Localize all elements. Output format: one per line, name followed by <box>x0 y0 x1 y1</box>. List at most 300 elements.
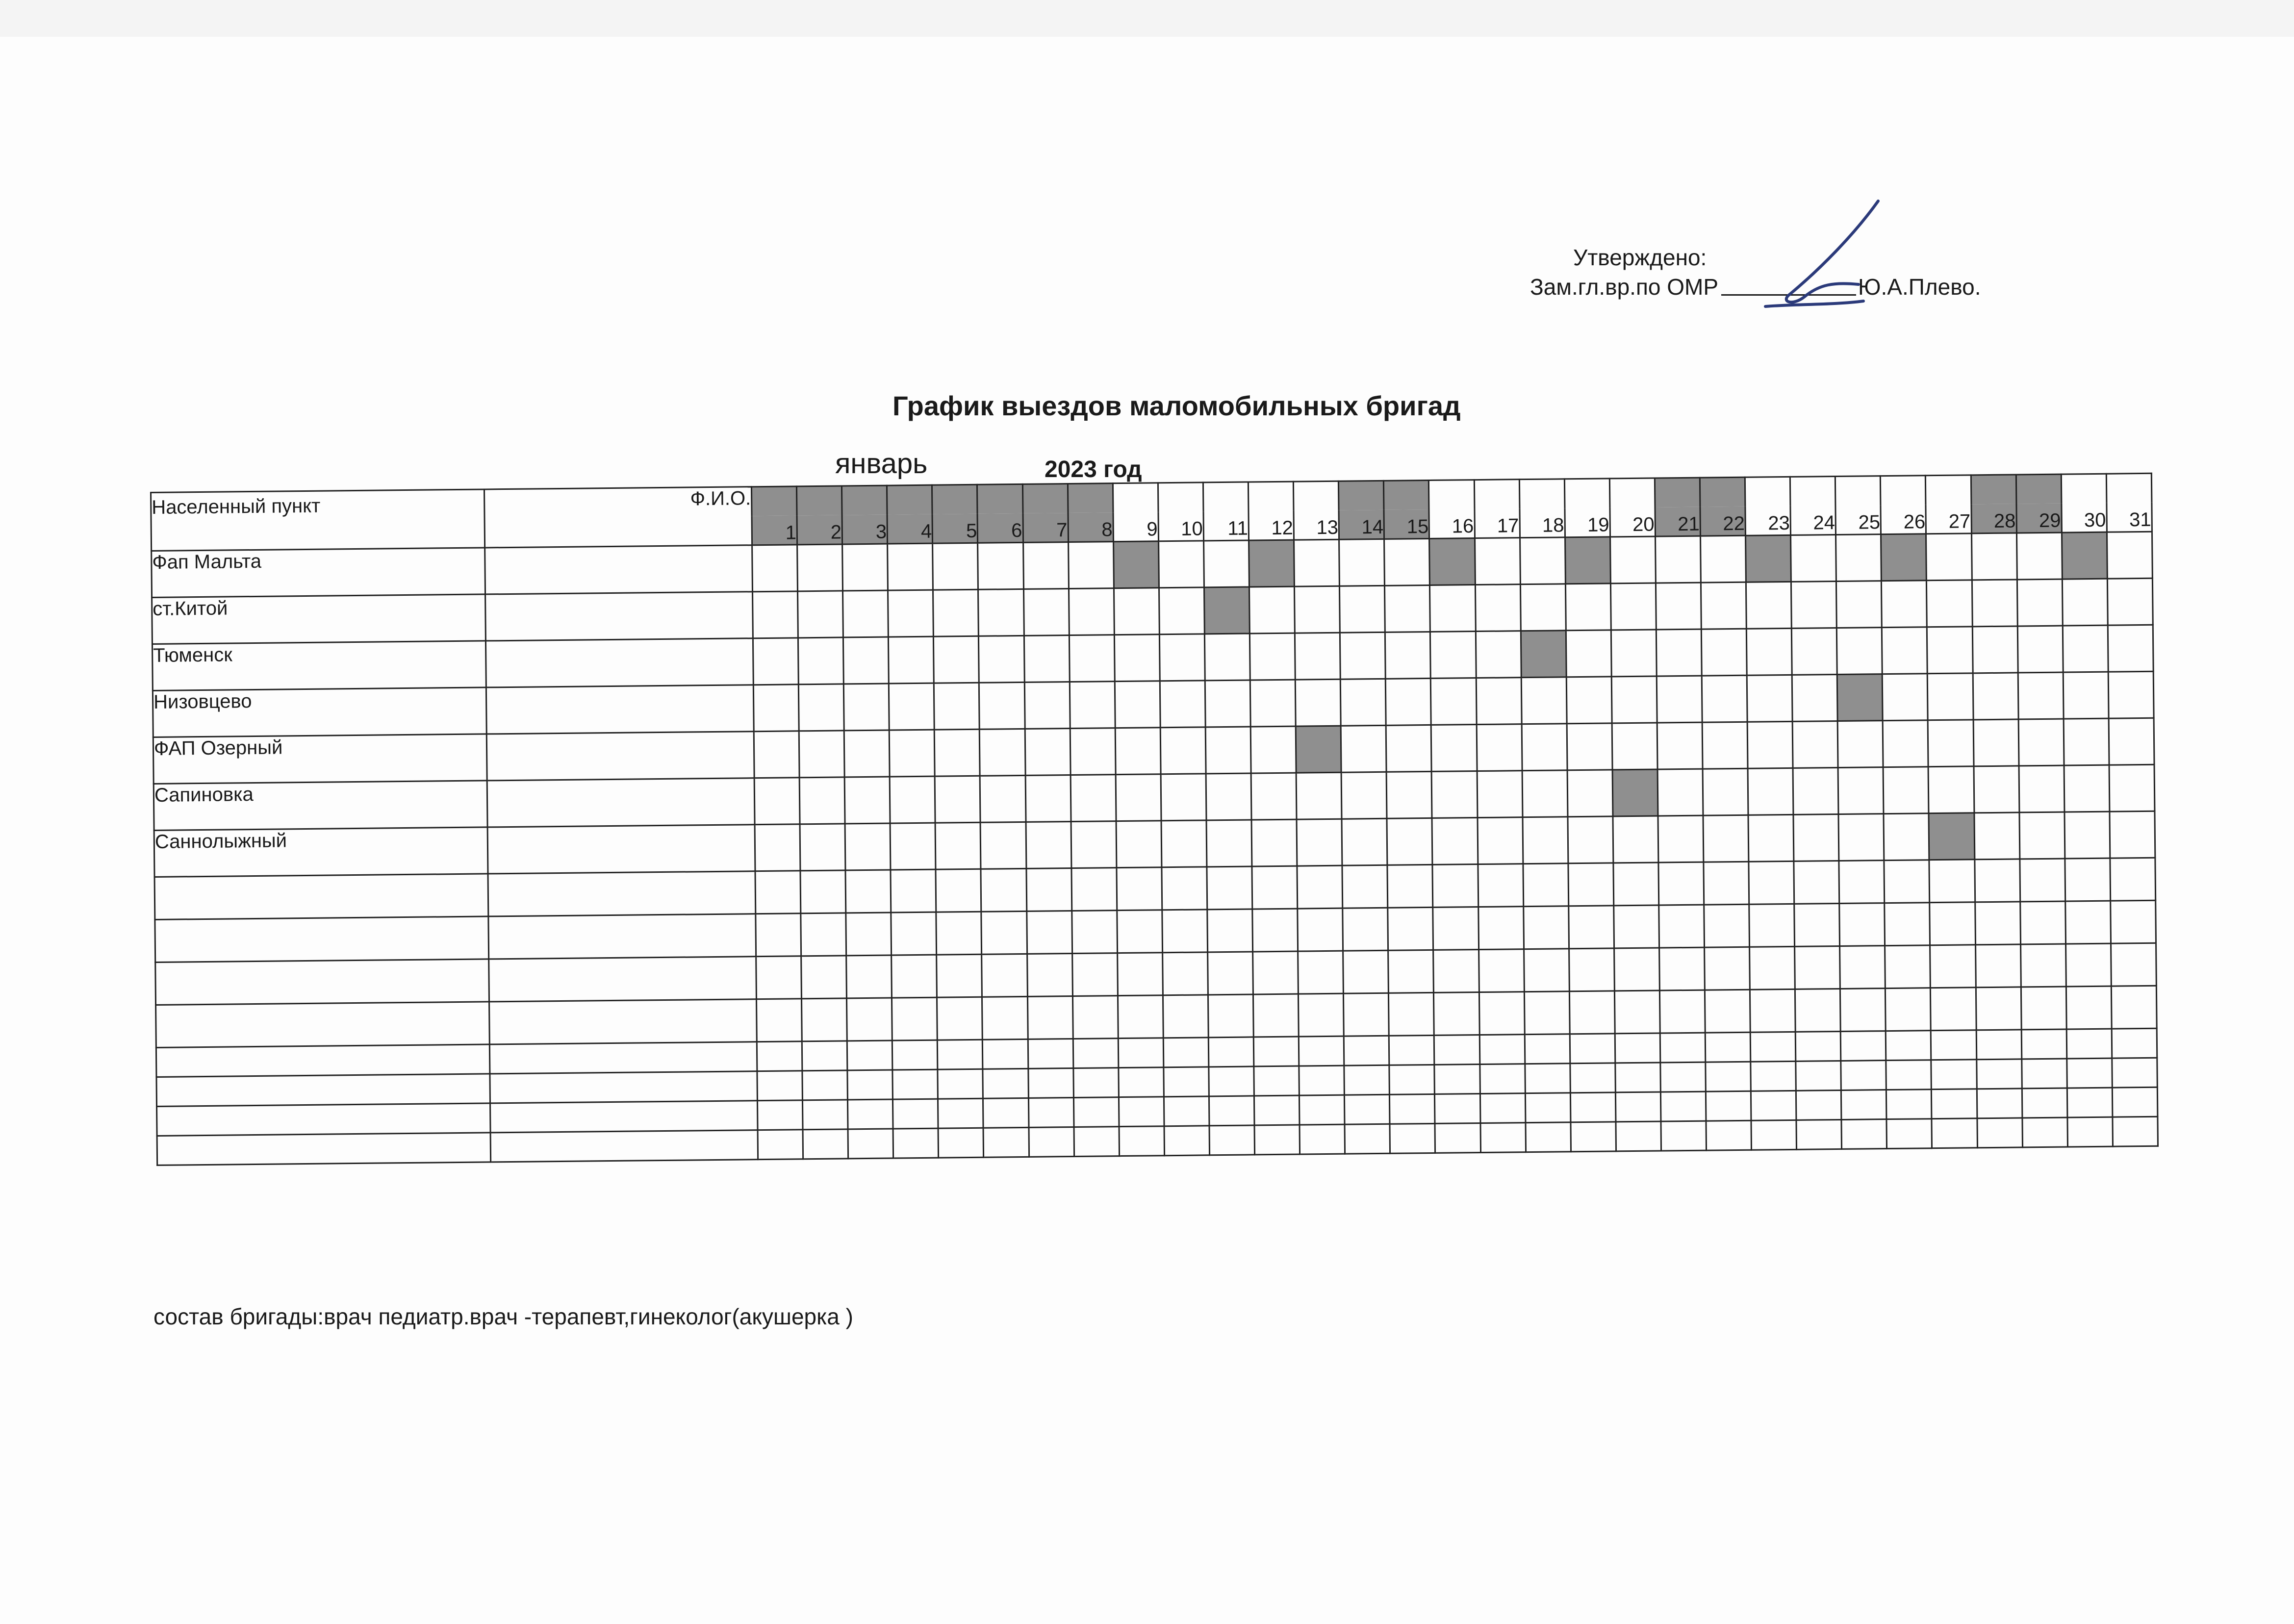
day-cell <box>1974 812 2019 860</box>
day-cell <box>753 591 798 638</box>
day-header-top-15 <box>1384 480 1429 509</box>
day-cell <box>1345 1124 1390 1154</box>
day-cell <box>983 1098 1029 1128</box>
day-cell <box>1161 820 1207 867</box>
day-cell <box>1208 994 1253 1038</box>
day-number: 22 <box>1700 507 1746 536</box>
day-cell <box>2065 943 2111 987</box>
day-cell <box>1522 770 1568 817</box>
day-cell <box>2020 901 2065 944</box>
day-cell <box>1568 863 1614 906</box>
day-cell <box>1340 632 1386 679</box>
day-cell <box>2110 811 2155 858</box>
visit-day-cell <box>1881 534 1927 581</box>
day-cell <box>845 823 891 870</box>
empty-place-cell <box>155 916 489 963</box>
day-header-top-17 <box>1474 480 1520 509</box>
day-number: 23 <box>1745 506 1791 535</box>
day-cell <box>1114 588 1159 635</box>
day-cell <box>1340 679 1386 726</box>
day-cell <box>1567 770 1613 817</box>
day-cell <box>798 637 844 685</box>
day-cell <box>1386 771 1432 818</box>
day-cell <box>1702 722 1748 769</box>
header-spacer-fio <box>484 516 752 548</box>
day-cell <box>1435 1094 1480 1124</box>
day-cell <box>1431 678 1477 725</box>
day-cell <box>757 1100 803 1130</box>
day-cell <box>1611 676 1657 723</box>
day-header-top-28 <box>1971 475 2016 504</box>
day-cell <box>1161 774 1206 821</box>
day-cell <box>890 776 935 823</box>
day-cell <box>1206 820 1252 867</box>
day-cell <box>758 1130 803 1160</box>
day-cell <box>1297 865 1343 909</box>
day-cell <box>754 731 799 778</box>
day-cell <box>1295 633 1340 680</box>
day-header-top-12 <box>1248 482 1294 511</box>
day-cell <box>938 1128 984 1158</box>
day-cell <box>2113 1116 2158 1146</box>
day-cell <box>1208 1037 1254 1067</box>
day-cell <box>1706 1062 1751 1091</box>
fio-cell <box>487 825 755 874</box>
day-cell <box>1434 992 1479 1036</box>
day-cell <box>1477 771 1523 818</box>
day-cell <box>1703 815 1749 862</box>
day-number: 25 <box>1835 505 1881 534</box>
day-cell <box>1615 1033 1660 1063</box>
day-header-top-4 <box>887 485 933 514</box>
day-cell <box>2109 764 2155 812</box>
day-number: 24 <box>1790 506 1836 535</box>
day-cell <box>756 914 801 957</box>
day-cell <box>1569 948 1614 991</box>
day-cell <box>1386 725 1432 772</box>
day-cell <box>1751 1091 1796 1120</box>
day-cell <box>1791 535 1836 582</box>
day-cell <box>1478 907 1524 950</box>
day-cell <box>1069 588 1114 635</box>
day-cell <box>1163 995 1208 1038</box>
day-cell <box>2018 719 2064 766</box>
day-cell <box>1658 815 1704 863</box>
visit-day-cell <box>1565 537 1610 584</box>
day-cell <box>1294 539 1340 586</box>
day-cell <box>1616 1121 1661 1151</box>
day-cell <box>893 1128 939 1158</box>
day-cell <box>1838 814 1884 861</box>
day-cell <box>1660 1062 1706 1092</box>
day-cell <box>1884 860 1930 903</box>
day-cell <box>1389 1065 1435 1094</box>
day-cell <box>1117 867 1162 911</box>
day-cell <box>1389 1035 1435 1065</box>
day-cell <box>1480 1093 1526 1123</box>
day-cell <box>2067 1117 2113 1147</box>
day-cell <box>752 545 798 592</box>
day-cell <box>1478 817 1523 864</box>
day-cell <box>1479 992 1525 1035</box>
day-cell <box>1702 675 1747 722</box>
day-cell <box>799 731 844 778</box>
day-cell <box>1750 946 1795 990</box>
visit-day-cell <box>1929 813 1974 860</box>
day-cell <box>1524 991 1570 1035</box>
day-cell <box>892 1069 938 1099</box>
day-cell <box>1477 724 1522 771</box>
month-label: январь <box>835 448 928 480</box>
day-cell <box>1886 1119 1932 1149</box>
day-cell <box>2066 986 2112 1029</box>
day-cell <box>1116 821 1162 868</box>
fio-cell <box>487 778 755 827</box>
day-cell <box>983 1039 1028 1069</box>
day-number: 17 <box>1474 508 1520 538</box>
day-cell <box>2108 671 2154 718</box>
day-cell <box>1069 635 1115 682</box>
day-number: 31 <box>2107 503 2152 532</box>
day-cell <box>1023 589 1069 636</box>
day-header-top-9 <box>1113 483 1158 512</box>
day-cell <box>1570 1034 1615 1064</box>
day-cell <box>1253 951 1299 994</box>
day-cell <box>1658 862 1704 905</box>
place-name: Низовцево <box>153 687 486 737</box>
day-cell <box>1027 953 1072 996</box>
day-cell <box>1525 1093 1571 1123</box>
day-cell <box>1884 813 1929 861</box>
day-cell <box>2019 765 2065 812</box>
visit-day-cell <box>1837 674 1883 721</box>
day-cell <box>1703 768 1748 815</box>
day-cell <box>2064 718 2109 765</box>
day-cell <box>1117 910 1163 953</box>
day-cell <box>1930 902 1975 945</box>
day-cell <box>1886 1031 1932 1061</box>
day-number: 4 <box>887 514 933 544</box>
day-cell <box>1434 1035 1480 1065</box>
day-cell <box>1659 905 1705 948</box>
day-cell <box>1025 729 1071 776</box>
day-cell <box>1385 632 1431 679</box>
day-number: 29 <box>2016 504 2062 533</box>
day-cell <box>1073 1039 1119 1068</box>
day-header-top-25 <box>1835 476 1881 506</box>
day-cell <box>1974 859 2020 902</box>
day-cell <box>1073 1068 1119 1098</box>
fio-cell <box>485 545 753 594</box>
day-cell <box>1476 631 1521 678</box>
day-header-top-11 <box>1203 482 1249 511</box>
day-cell <box>1476 678 1522 725</box>
empty-fio-cell <box>488 914 756 959</box>
approval-label: Утверждено: <box>1573 245 1707 270</box>
day-cell <box>848 1129 893 1159</box>
day-cell <box>2111 943 2156 986</box>
day-cell <box>757 1071 803 1101</box>
day-cell <box>1837 721 1883 768</box>
day-cell <box>979 635 1024 683</box>
day-cell <box>1023 542 1069 589</box>
column-header-fio: Ф.И.О. <box>484 487 752 519</box>
day-cell <box>1345 1094 1390 1124</box>
day-cell <box>802 1070 848 1100</box>
day-cell <box>1701 629 1747 676</box>
day-cell <box>1837 628 1883 675</box>
day-cell <box>2112 1087 2158 1117</box>
day-cell <box>1162 867 1207 910</box>
day-header-top-7 <box>1022 484 1068 513</box>
day-cell <box>979 682 1025 729</box>
day-cell <box>935 729 980 776</box>
day-cell <box>1882 627 1928 674</box>
visit-day-cell <box>2062 532 2107 579</box>
day-cell <box>980 729 1025 776</box>
day-cell <box>1250 680 1296 727</box>
day-cell <box>934 636 979 683</box>
day-cell <box>800 824 845 871</box>
day-cell <box>1435 1123 1480 1153</box>
day-header-top-26 <box>1881 476 1926 505</box>
day-cell <box>1656 583 1701 630</box>
day-cell <box>1660 1033 1706 1063</box>
day-cell <box>1253 994 1299 1037</box>
day-cell <box>1748 814 1794 862</box>
day-cell <box>1931 1030 1977 1060</box>
day-cell <box>1024 682 1070 729</box>
fio-cell <box>485 592 753 641</box>
day-cell <box>893 1099 939 1129</box>
day-cell <box>1071 821 1117 868</box>
day-cell <box>1430 585 1476 632</box>
day-header-top-6 <box>977 484 1023 513</box>
day-cell <box>1254 1066 1300 1096</box>
day-cell <box>755 871 801 914</box>
day-cell <box>1205 727 1251 774</box>
day-cell <box>1704 904 1750 947</box>
day-cell <box>1841 1090 1887 1120</box>
day-number: 3 <box>842 515 888 544</box>
day-cell <box>1836 581 1882 628</box>
day-cell <box>2017 579 2063 626</box>
day-cell <box>982 996 1028 1040</box>
day-cell <box>1751 1120 1797 1150</box>
empty-fio-cell <box>490 1130 758 1162</box>
day-cell <box>1751 1061 1796 1091</box>
handwritten-signature <box>1746 196 1893 319</box>
day-cell <box>888 590 934 637</box>
day-cell <box>1566 677 1612 724</box>
day-cell <box>1027 996 1073 1039</box>
day-cell <box>1972 626 2018 673</box>
day-cell <box>1525 1034 1570 1064</box>
day-cell <box>803 1100 848 1130</box>
day-cell <box>1339 539 1385 586</box>
day-cell <box>1972 580 2017 627</box>
day-cell <box>982 954 1027 997</box>
day-cell <box>1795 989 1841 1032</box>
day-cell <box>1343 908 1388 951</box>
day-cell <box>1570 1063 1616 1093</box>
day-cell <box>1524 949 1569 992</box>
day-cell <box>1119 1126 1165 1156</box>
day-cell <box>1976 987 2021 1030</box>
day-cell <box>846 913 892 956</box>
day-cell <box>1479 1064 1525 1094</box>
day-cell <box>1475 538 1520 585</box>
place-name: ст.Китой <box>152 594 486 644</box>
day-cell <box>1706 1091 1751 1121</box>
day-cell <box>2017 626 2063 673</box>
day-cell <box>1070 728 1116 775</box>
day-cell <box>1791 628 1837 675</box>
day-cell <box>1344 1036 1389 1066</box>
fio-cell <box>485 638 753 687</box>
day-cell <box>937 954 982 997</box>
day-cell <box>1028 1097 1074 1127</box>
day-cell <box>1750 989 1795 1032</box>
day-cell <box>1794 903 1840 946</box>
day-cell <box>2018 672 2064 719</box>
visit-day-cell <box>1204 587 1249 634</box>
day-number: 27 <box>1926 504 1971 533</box>
day-cell <box>1931 988 1976 1031</box>
day-number: 19 <box>1565 508 1610 537</box>
day-cell <box>2065 812 2110 859</box>
day-cell <box>1115 681 1160 728</box>
day-cell <box>1614 948 1659 991</box>
day-cell <box>1253 1037 1299 1066</box>
day-cell <box>938 1098 984 1128</box>
day-cell <box>1886 1090 1932 1119</box>
day-header-top-3 <box>842 485 888 515</box>
day-cell <box>1341 725 1386 772</box>
day-cell <box>800 870 846 914</box>
day-header-top-19 <box>1564 479 1610 508</box>
place-name: Тюменск <box>152 641 486 691</box>
day-cell <box>1526 1122 1571 1152</box>
day-cell <box>2111 986 2157 1029</box>
day-cell <box>981 868 1026 912</box>
empty-place-cell <box>156 1044 490 1077</box>
day-cell <box>1839 903 1885 946</box>
day-cell <box>2063 625 2108 672</box>
day-cell <box>1297 819 1342 866</box>
day-cell <box>1750 1032 1796 1062</box>
day-cell <box>978 589 1024 636</box>
day-cell <box>1571 1122 1616 1152</box>
day-cell <box>1433 950 1479 993</box>
day-cell <box>1975 902 2020 945</box>
day-cell <box>1119 1067 1164 1097</box>
day-cell <box>1343 950 1389 993</box>
day-cell <box>1164 1067 1209 1097</box>
day-cell <box>2065 858 2111 901</box>
day-cell <box>2109 718 2154 765</box>
day-cell <box>1385 585 1430 632</box>
day-cell <box>1342 865 1388 908</box>
day-cell <box>1746 628 1792 675</box>
day-cell <box>754 778 800 825</box>
day-cell <box>1249 586 1295 634</box>
day-cell <box>1388 950 1434 993</box>
day-cell <box>1930 945 1976 988</box>
day-cell <box>936 912 982 955</box>
day-cell <box>1298 951 1344 994</box>
day-cell <box>1747 675 1792 722</box>
day-cell <box>1977 1089 2022 1118</box>
day-cell <box>1431 725 1477 772</box>
day-cell <box>1164 1126 1210 1156</box>
day-header-top-22 <box>1700 477 1745 507</box>
day-cell <box>1389 992 1434 1036</box>
empty-fio-cell <box>490 1071 758 1103</box>
day-cell <box>1615 1063 1661 1092</box>
empty-place-cell <box>156 1074 490 1107</box>
day-number: 26 <box>1881 505 1926 534</box>
day-cell <box>1205 680 1250 727</box>
day-cell <box>1162 910 1208 953</box>
day-cell <box>1207 909 1253 952</box>
day-cell <box>1660 1091 1706 1121</box>
day-number: 15 <box>1384 509 1429 539</box>
day-cell <box>1295 586 1340 633</box>
day-cell <box>842 544 888 591</box>
empty-place-cell <box>157 1103 491 1136</box>
day-cell <box>889 683 935 730</box>
day-cell <box>1432 771 1478 818</box>
day-cell <box>1028 1068 1073 1098</box>
day-cell <box>1388 907 1433 950</box>
day-cell <box>1117 953 1163 996</box>
day-cell <box>1254 1095 1300 1125</box>
day-cell <box>1480 1123 1526 1153</box>
day-cell <box>753 685 799 732</box>
day-header-top-18 <box>1519 479 1565 508</box>
day-header-top-30 <box>2061 474 2107 503</box>
day-cell <box>802 998 847 1041</box>
column-header-place: Населенный пункт <box>151 489 485 522</box>
day-header-top-5 <box>932 484 978 514</box>
visit-day-cell <box>1249 540 1295 587</box>
fio-cell <box>486 732 754 781</box>
day-cell <box>1927 580 1972 627</box>
day-cell <box>755 824 800 871</box>
day-number: 20 <box>1610 508 1656 537</box>
day-cell <box>847 1070 893 1100</box>
day-header-top-2 <box>797 486 842 515</box>
day-cell <box>1705 947 1750 990</box>
day-cell <box>933 543 978 590</box>
day-cell <box>1657 722 1703 769</box>
day-cell <box>1974 766 2019 813</box>
day-number: 9 <box>1113 512 1159 541</box>
day-cell <box>935 822 981 869</box>
day-cell <box>1433 907 1478 950</box>
day-cell <box>798 684 844 731</box>
empty-fio-cell <box>489 1042 757 1074</box>
day-cell <box>1204 634 1250 681</box>
day-cell <box>1028 1039 1073 1068</box>
day-cell <box>1159 634 1205 681</box>
day-cell <box>981 822 1026 869</box>
day-cell <box>2064 765 2110 812</box>
day-cell <box>1840 1031 1886 1061</box>
day-cell <box>1971 533 2017 580</box>
day-cell <box>1158 541 1204 588</box>
